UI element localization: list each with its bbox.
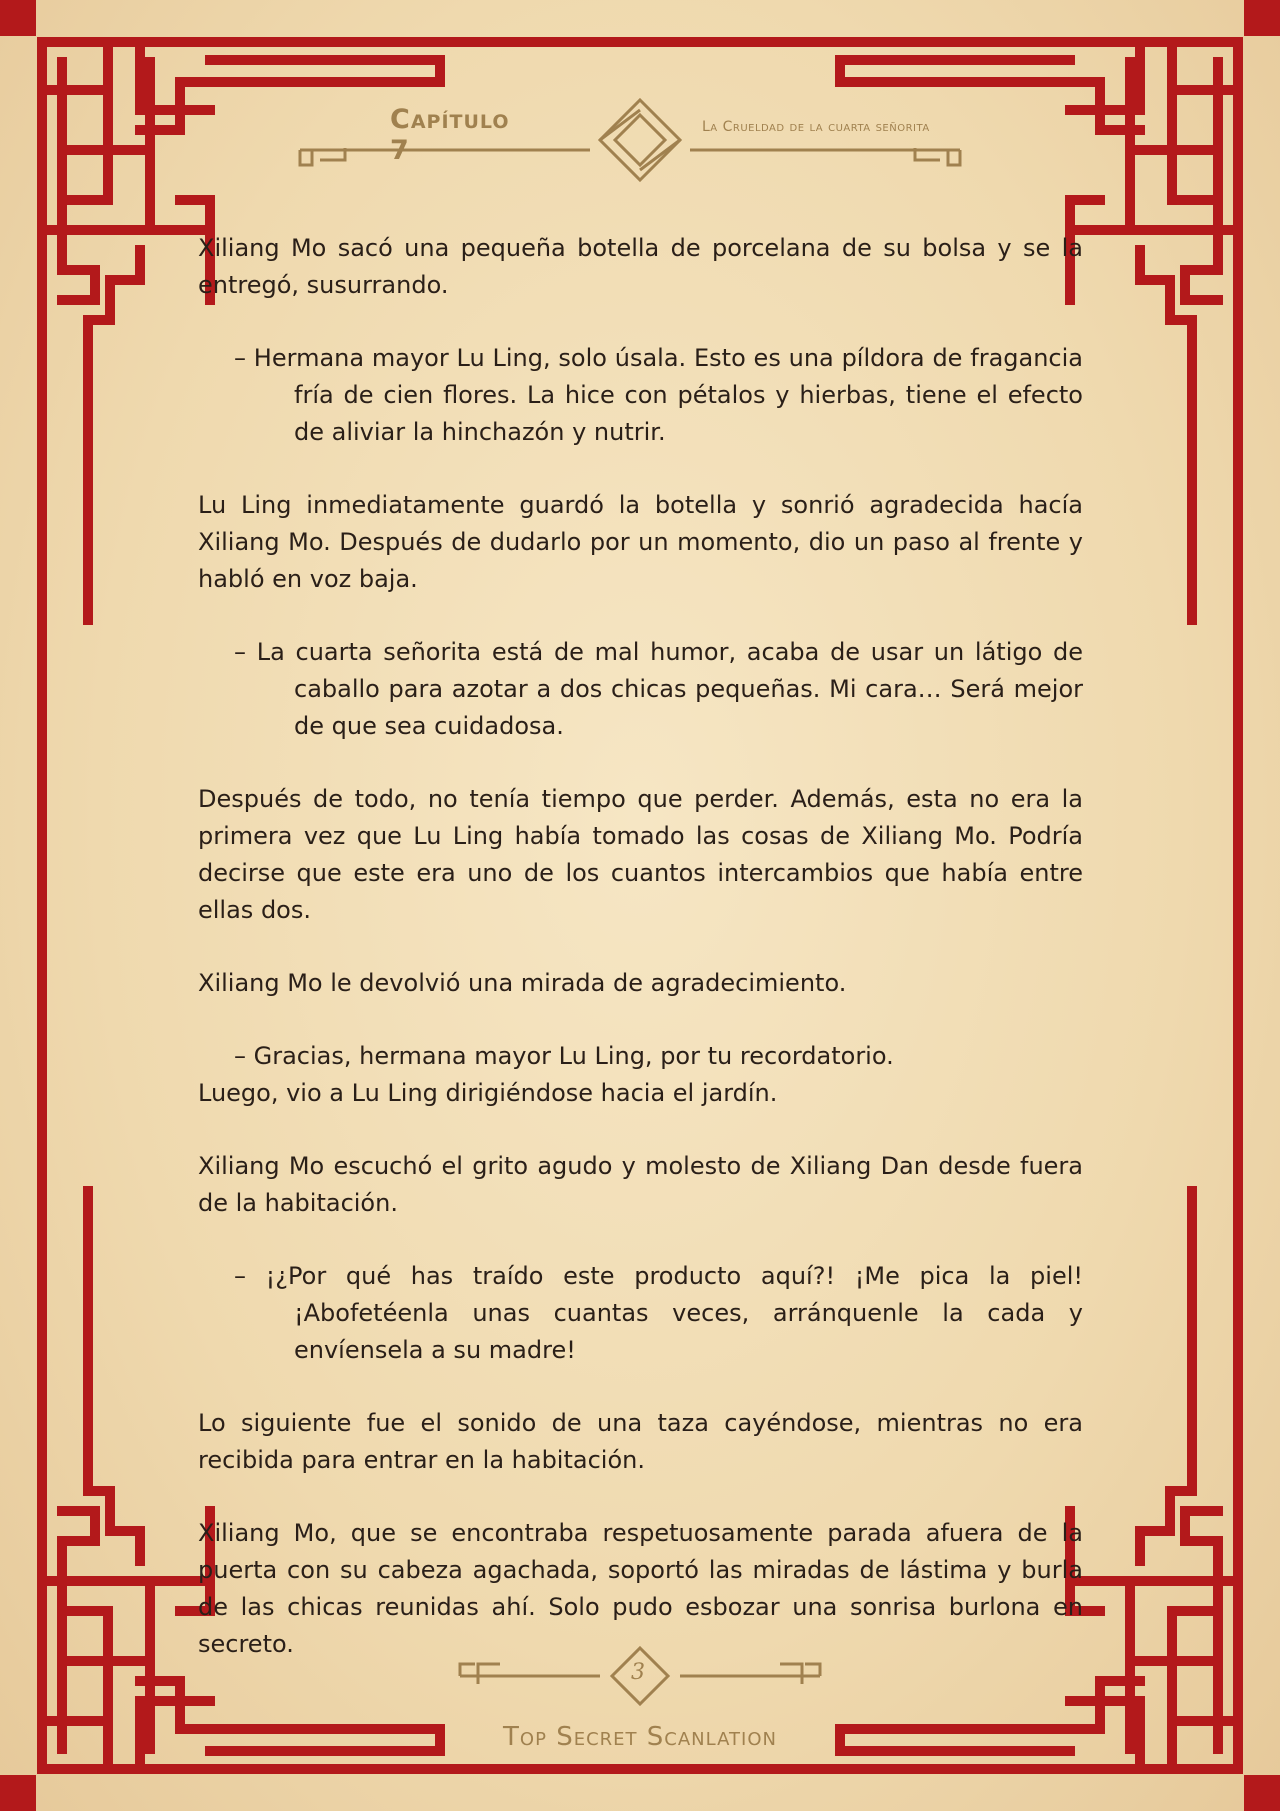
paragraph: Xiliang Mo sacó una pequeña botella de porcelana de su bolsa y se la entregó, susurrando. xyxy=(198,234,1083,299)
paragraph: Luego, vio a Lu Ling dirigiéndose hacia el jardín. xyxy=(198,1079,778,1107)
page-number: 3 xyxy=(631,1660,645,1685)
chapter-title: La Crueldad de la cuarta señorita xyxy=(702,119,930,135)
dialog-paragraph: – ¡¿Por qué has traído este producto aquí?! ¡Me pica la piel! ¡Abofetéenla unas cuantas veces, arránquenle la cada y envíensela a su madre! xyxy=(234,1262,1083,1364)
chapter-label: Capítulo 7 xyxy=(390,104,510,166)
scanlation-credit: Top Secret Scanlation xyxy=(503,1722,777,1752)
dialog-paragraph: – Hermana mayor Lu Ling, solo úsala. Esto es una píldora de fragancia fría de cien flores. La hice con pétalos y hierbas, tiene el efecto de aliviar la hinchazón y nutrir. xyxy=(234,344,1083,446)
paragraph: Lo siguiente fue el sonido de una taza cayéndose, mientras no era recibida para entrar en la habitación. xyxy=(198,1409,1083,1474)
chapter-body xyxy=(198,230,1083,1699)
paragraph: Xiliang Mo, que se encontraba respetuosamente parada afuera de la puerta con su cabeza agachada, soportó las miradas de lástima y burla de las chicas reunidas ahí. Solo pudo esbozar una sonrisa burlona en secreto. xyxy=(198,1519,1083,1658)
dialog-paragraph: – Gracias, hermana mayor Lu Ling, por tu recordatorio. xyxy=(234,1042,894,1070)
paragraph: Lu Ling inmediatamente guardó la botella y sonrió agradecida hacía Xiliang Mo. Después de dudarlo por un momento, dio un paso al frente y habló en voz baja. xyxy=(198,491,1083,593)
dialog-paragraph: – La cuarta señorita está de mal humor, acaba de usar un látigo de caballo para azotar a dos chicas pequeñas. Mi cara… Será mejor de que sea cuidadosa. xyxy=(234,638,1083,740)
paragraph: Después de todo, no tenía tiempo que perder. Además, esta no era la primera vez que Lu Ling había tomado las cosas de Xiliang Mo. Podría decirse que este era uno de los cuantos intercambios que había entre ellas dos. xyxy=(198,785,1083,924)
paragraph: Xiliang Mo escuchó el grito agudo y molesto de Xiliang Dan desde fuera de la habitación. xyxy=(198,1152,1083,1217)
paragraph: Xiliang Mo le devolvió una mirada de agradecimiento. xyxy=(198,969,847,997)
